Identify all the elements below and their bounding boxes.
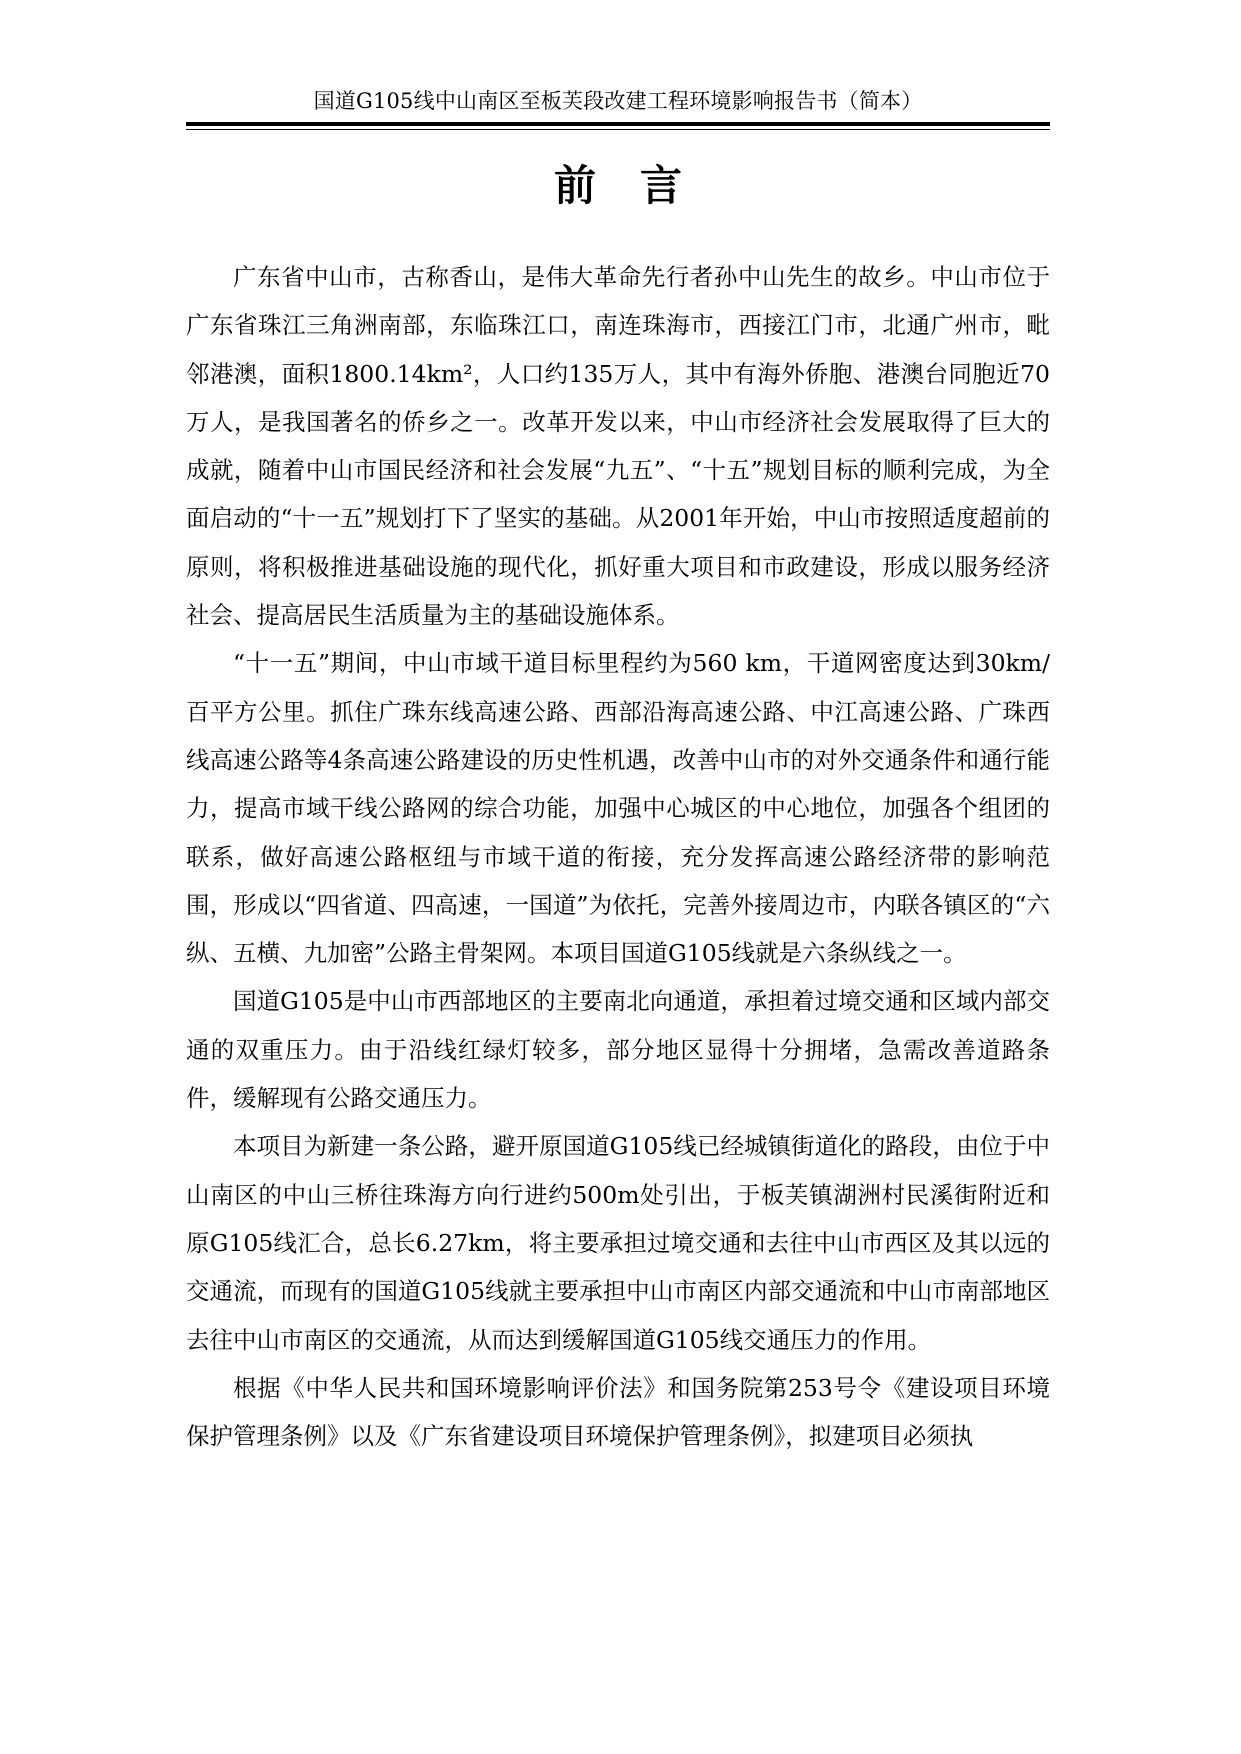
running-header: 国道G105线中山南区至板芙段改建工程环境影响报告书（简本） <box>313 89 923 113</box>
header-rule-thin <box>186 129 1050 130</box>
header-rule-thick <box>186 122 1050 126</box>
paragraph: “十一五”期间，中山市域干道目标里程约为560 km，干道网密度达到30km/百平方公里。抓住广珠东线高速公路、西部沿海高速公路、中江高速公路、广珠西线高速公路等4条高速公路建设的历史性机遇，改善中山市的对外交通条件和通行能力，提高市域干线公路网的综合功能，加强中心城区的中心地位，加强各个组团的联系，做好高速公路枢纽与市域干道的衔接，充分发挥高速公路经济带的影响范围，形成以“四省道、四高速，一国道”为依托，完善外接周边市，内联各镇区的“六纵、五横、九加密”公路主骨架网。本项目国道G105线就是六条纵线之一。 <box>186 649 1050 968</box>
paragraph: 根据《中华人民共和国环境影响评价法》和国务院第253号令《建设项目环境保护管理条例》以及《广东省建设项目环境保护管理条例》，拟建项目必须执 <box>186 1373 1050 1451</box>
body-text <box>186 253 1050 1460</box>
page-title: 前言 <box>553 161 726 210</box>
paragraph: 国道G105是中山市西部地区的主要南北向通道，承担着过境交通和区域内部交通的双重压力。由于沿线红绿灯较多，部分地区显得十分拥堵，急需改善道路条件，缓解现有公路交通压力。 <box>186 987 1050 1113</box>
paragraph: 本项目为新建一条公路，避开原国道G105线已经城镇街道化的路段，由位于中山南区的中山三桥往珠海方向行进约500m处引出，于板芙镇湖洲村民溪街附近和原G105线汇合，总长6.27km，将主要承担过境交通和去往中山市西区及其以远的交通流，而现有的国道G105线就主要承担中山市南区内部交通流和中山市南部地区去往中山市南区的交通流，从而达到缓解国道G105线交通压力的作用。 <box>186 1132 1050 1354</box>
paragraph: 广东省中山市，古称香山，是伟大革命先行者孙中山先生的故乡。中山市位于广东省珠江三角洲南部，东临珠江口，南连珠海市，西接江门市，北通广州市，毗邻港澳，面积1800.14km²，人口约135万人，其中有海外侨胞、港澳台同胞近70万人，是我国著名的侨乡之一。改革开发以来，中山市经济社会发展取得了巨大的成就，随着中山市国民经济和社会发展“九五”、“十五”规划目标的顺利完成，为全面启动的“十一五”规划打下了坚实的基础。从2001年开始，中山市按照适度超前的原则，将积极推进基础设施的现代化，抓好重大项目和市政建设，形成以服务经济社会、提高居民生活质量为主的基础设施体系。 <box>186 263 1050 630</box>
